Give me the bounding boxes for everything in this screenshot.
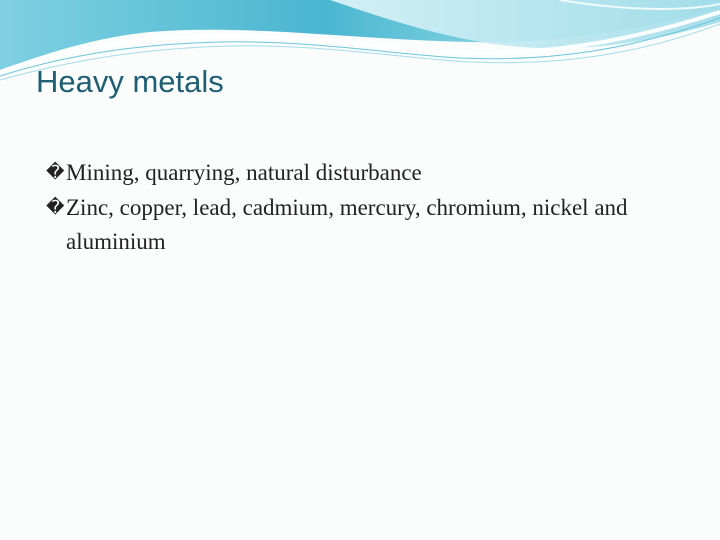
bullet-item [46,156,686,190]
bullet-text: Zinc, copper, lead, cadmium, mercury, chromium, nickel and aluminium [66,195,628,254]
bullet-list [46,156,686,260]
bullet-item [46,191,686,259]
bullet-glyph-icon: � [46,197,65,218]
bullet-glyph-icon: � [46,162,65,183]
bullet-text: Mining, quarrying, natural disturbance [66,160,422,185]
slide-title: Heavy metals [36,64,224,99]
